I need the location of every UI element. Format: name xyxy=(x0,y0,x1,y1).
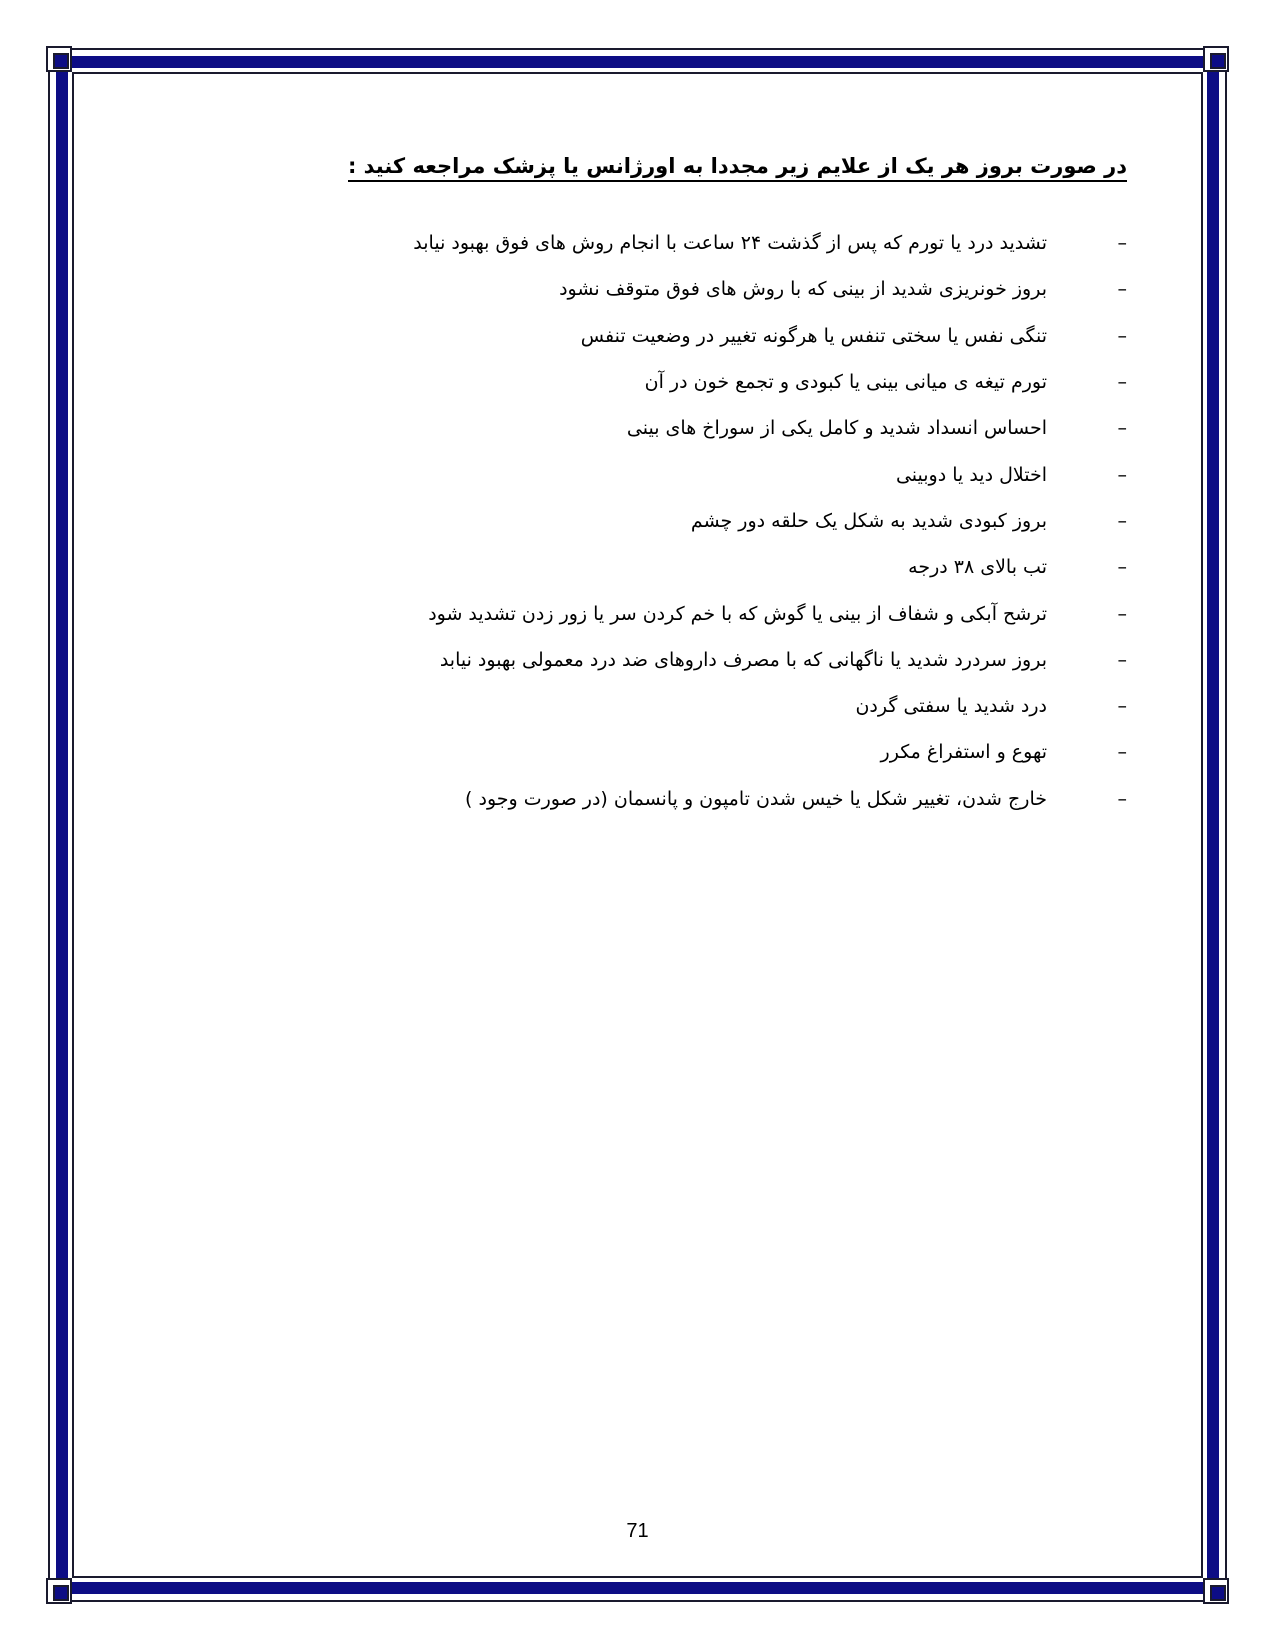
symptom-text: تب بالای ۳۸ درجه xyxy=(908,556,1047,579)
list-item xyxy=(413,266,1127,312)
border-corner-ornament xyxy=(1203,1578,1229,1604)
list-item xyxy=(413,220,1127,266)
symptom-text: احساس انسداد شدید و کامل یکی از سوراخ های بینی xyxy=(626,417,1047,440)
page-number: 71 xyxy=(626,1520,649,1542)
dash-bullet: – xyxy=(1117,648,1127,671)
symptom-text: تنگی نفس یا سختی تنفس یا هرگونه تغییر در وضعیت تنفس xyxy=(580,324,1047,347)
list-item xyxy=(413,544,1127,590)
dash-bullet: – xyxy=(1117,463,1127,486)
dash-bullet: – xyxy=(1117,417,1127,440)
list-item xyxy=(413,729,1127,775)
symptom-text: ترشح آبکی و شفاف از بینی یا گوش که با خم کردن سر یا زور زدن تشدید شود xyxy=(428,602,1047,625)
dash-bullet: – xyxy=(1117,232,1127,255)
dash-bullet: – xyxy=(1117,695,1127,718)
symptom-text: درد شدید یا سفتی گردن xyxy=(855,695,1047,718)
symptom-text: بروز کبودی شدید به شکل یک حلقه دور چشم xyxy=(690,509,1047,532)
dash-bullet: – xyxy=(1117,278,1127,301)
border-corner-ornament xyxy=(1203,46,1229,72)
dash-bullet: – xyxy=(1117,741,1127,764)
symptom-text: بروز خونریزی شدید از بینی که با روش های فوق متوقف نشود xyxy=(559,278,1047,301)
symptom-text: تورم تیغه ی میانی بینی یا کبودی و تجمع خون در آن xyxy=(644,371,1047,394)
symptom-text: خارج شدن، تغییر شکل یا خیس شدن تامپون و پانسمان (در صورت وجود ) xyxy=(465,787,1047,810)
list-item xyxy=(413,683,1127,729)
dash-bullet: – xyxy=(1117,371,1127,394)
dash-bullet: – xyxy=(1117,509,1127,532)
list-item xyxy=(413,405,1127,451)
dash-bullet: – xyxy=(1117,787,1127,810)
dash-bullet: – xyxy=(1117,556,1127,579)
list-item xyxy=(413,776,1127,822)
list-item xyxy=(413,359,1127,405)
list-item xyxy=(413,590,1127,636)
symptom-text: بروز سردرد شدید یا ناگهانی که با مصرف داروهای ضد درد معمولی بهبود نیابد xyxy=(439,648,1047,671)
symptom-text: اختلال دید یا دوبینی xyxy=(895,463,1047,486)
list-item xyxy=(413,637,1127,683)
symptom-text: تشدید درد یا تورم که پس از گذشت ۲۴ ساعت با انجام روش های فوق بهبود نیابد xyxy=(413,232,1047,255)
border-corner-ornament xyxy=(46,46,72,72)
symptom-list xyxy=(413,220,1127,822)
section-heading: در صورت بروز هر یک از علایم زیر مجددا به اورژانس یا پزشک مراجعه کنید : xyxy=(348,154,1127,182)
dash-bullet: – xyxy=(1117,602,1127,625)
list-item xyxy=(413,451,1127,497)
list-item xyxy=(413,498,1127,544)
dash-bullet: – xyxy=(1117,324,1127,347)
symptom-text: تهوع و استفراغ مکرر xyxy=(880,741,1047,764)
list-item xyxy=(413,313,1127,359)
border-corner-ornament xyxy=(46,1578,72,1604)
